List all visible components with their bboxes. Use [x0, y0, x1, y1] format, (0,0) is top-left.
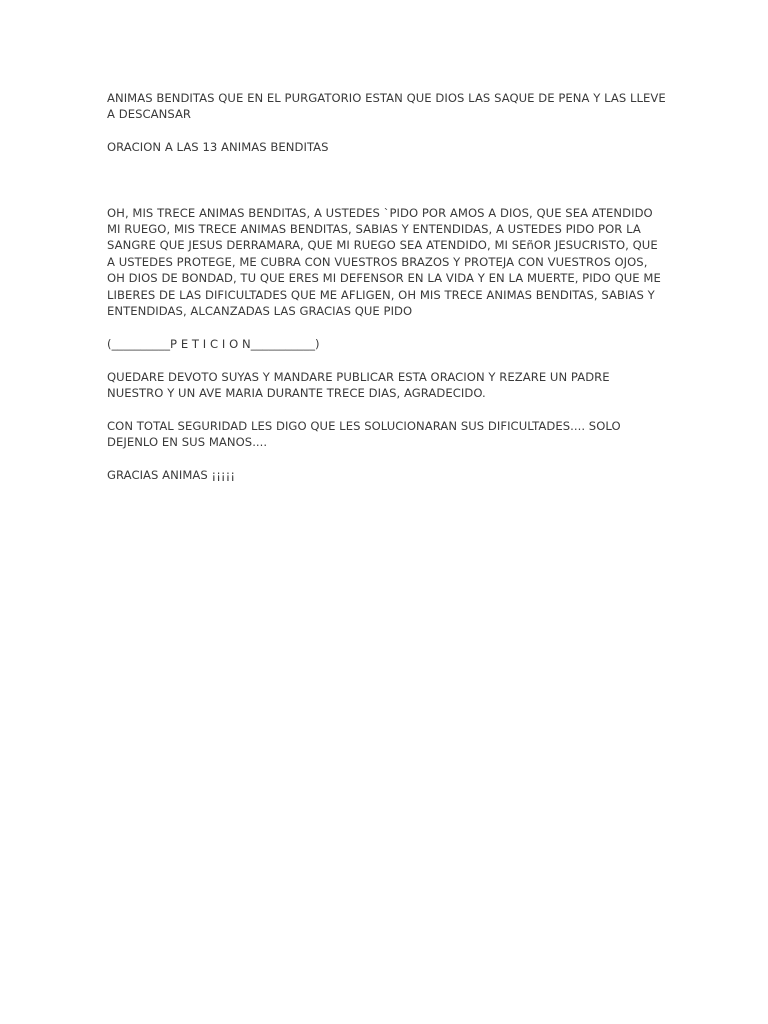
prayer-title: ORACION A LAS 13 ANIMAS BENDITAS — [107, 140, 329, 155]
document-heading: ANIMAS BENDITAS QUE EN EL PURGATORIO ESTAN QUE DIOS LAS SAQUE DE PENA Y LAS LLEVE A DESCANSAR — [107, 91, 666, 122]
document-page — [107, 90, 667, 483]
petition-line: (__________P E T I C I O N___________) — [107, 336, 320, 351]
vow-paragraph: QUEDARE DEVOTO SUYAS Y MANDARE PUBLICAR ESTA ORACION Y REZARE UN PADRE NUESTRO Y UN AVE MARIA DURANTE TRECE DIAS, AGRADECIDO. — [107, 369, 610, 401]
spacer — [107, 319, 667, 335]
closing-line: GRACIAS ANIMAS ¡¡¡¡¡ — [107, 468, 236, 483]
spacer — [107, 451, 667, 467]
spacer — [107, 352, 667, 368]
spacer — [107, 156, 667, 205]
spacer — [107, 401, 667, 417]
spacer — [107, 123, 667, 139]
prayer-body: OH, MIS TRECE ANIMAS BENDITAS, A USTEDES `PIDO POR AMOS A DIOS, QUE SEA ATENDIDO MI RUEGO, MIS TRECE ANIMAS BENDITAS, SABIAS Y ENTENDIDAS, A USTEDES PIDO POR LA SANGRE QUE JESUS DERRAMARA, QUE MI RUEGO SEA ATENDIDO, MI SEñOR JESUCRISTO, QUE A USTEDES PROTEGE, ME CUBRA CON VUESTROS BRAZOS Y PROTEJA CON VUESTROS OJOS, OH DIOS DE BONDAD, TU QUE ERES MI DEFENSOR EN LA VIDA Y EN LA MUERTE, PIDO QUE ME LIBERES DE LAS DIFICULTADES QUE ME AFLIGEN, OH MIS TRECE ANIMAS BENDITAS, SABIAS Y ENTENDIDAS, ALCANZADAS LAS GRACIAS QUE PIDO — [107, 205, 661, 319]
assurance-paragraph: CON TOTAL SEGURIDAD LES DIGO QUE LES SOLUCIONARAN SUS DIFICULTADES.... SOLO DEJENLO EN SUS MANOS.... — [107, 418, 621, 450]
